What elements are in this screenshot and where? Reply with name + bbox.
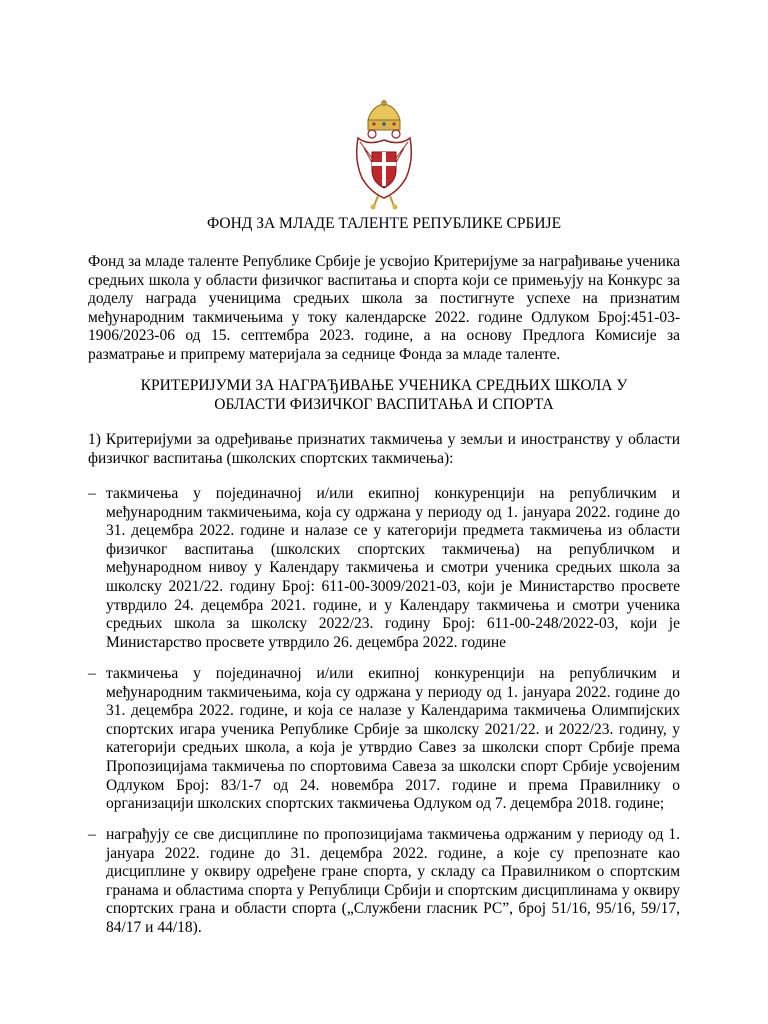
bullet-text: такмичења у појединачној и/или екипној конкуренцији на републичким и међународним такмичењима, која су одржана у периоду од 1. јануара 2022. године до 31. децембра 2022. године, и која се налазе у Календарима такмичења Олимпијских спортских игара ученика Републике Србије за школску 2021/22. и 2022/23. годину, у категорији средњих школа, а која је утврдио Савез за школски спорт Србије према Пропозицијама такмичења по спортовима Савеза за школски спорт Србије усвојеним Одлуком Број: 83/1-7 од 24. новембра 2017. године и према Правилнику о организацији школских спортских такмичења Одлуком од 7. децембра 2018. године; xyxy=(106,665,680,813)
coat-of-arms-icon xyxy=(352,100,416,212)
list-item xyxy=(88,826,680,938)
bullet-text: награђују се све дисциплине по пропозицијама такмичења одржаним у периоду од 1. јануара 2022. године до 31. децембра 2022. године, а које су препознате као дисциплине у оквиру одређене гране спорта, у складу са Правилником о спортским гранама и областима спорта у Републици Србији и спортским дисциплинама у оквиру спортских грана и области спорта („Службени гласник РС”, број 51/16, 95/16, 59/17, 84/17 и 44/18). xyxy=(106,826,680,936)
bullet-text: такмичења у појединачној и/или екипној конкуренцији на републичким и међународним такмичењима, која су одржана у периоду од 1. јануара 2022. године до 31. децембра 2022. године и налазе се у категорији предмета такмичења из области физичког васпитања (школских спортских такмичења) на републичком и међународном нивоу у Календару такмичења и смотри ученика средњих школа за школску 2021/22. годину Број: 611-00-3009/2021-03, који је Министарство просвете утврдило 24. децембра 2021. године, и у Календару такмичења и смотри ученика средњих школа за школску 2022/23. годину Број: 611-00-248/2022-03, који је Министарство просвете утврдило 26. децембра 2022. године xyxy=(106,485,680,651)
criteria-heading-line-1: КРИТЕРИЈУМИ ЗА НАГРАЂИВАЊЕ УЧЕНИКА СРЕДЊИХ ШКОЛА У xyxy=(140,377,628,394)
intro-paragraph: Фонд за младе таленте Републике Србије је усвојио Критеријуме за награђивање ученика средњих школа у области физичког васпитања и спорта који се примењују на Конкурс за доделу награда ученицима средњих школа за постигнуте успехе на признатим међународним такмичењима у току календарске 2022. године Одлуком Број:451-03-1906/2023-06 од 15. септембра 2023. године, а на основу Предлога Комисије за разматрање и припрему материјала за седнице Фонда за младе таленте. xyxy=(88,253,680,363)
list-item xyxy=(88,485,680,652)
bullet-marker: – xyxy=(88,665,96,682)
organization-title: ФОНД ЗА МЛАДЕ ТАЛЕНТЕ РЕПУБЛИКЕ СРБИЈЕ xyxy=(206,215,562,232)
criteria-heading xyxy=(88,377,680,414)
bullet-marker: – xyxy=(88,826,96,843)
list-item xyxy=(88,665,680,814)
criterion-1-paragraph: 1) Критеријуми за одређивање признатих такмичења у земљи и иностранству у области физичког васпитања (школских спортских такмичења): xyxy=(88,431,680,467)
criteria-heading-line-2: ОБЛАСТИ ФИЗИЧКОГ ВАСПИТАЊА И СПОРТА xyxy=(214,395,554,413)
bullet-marker: – xyxy=(88,485,96,502)
